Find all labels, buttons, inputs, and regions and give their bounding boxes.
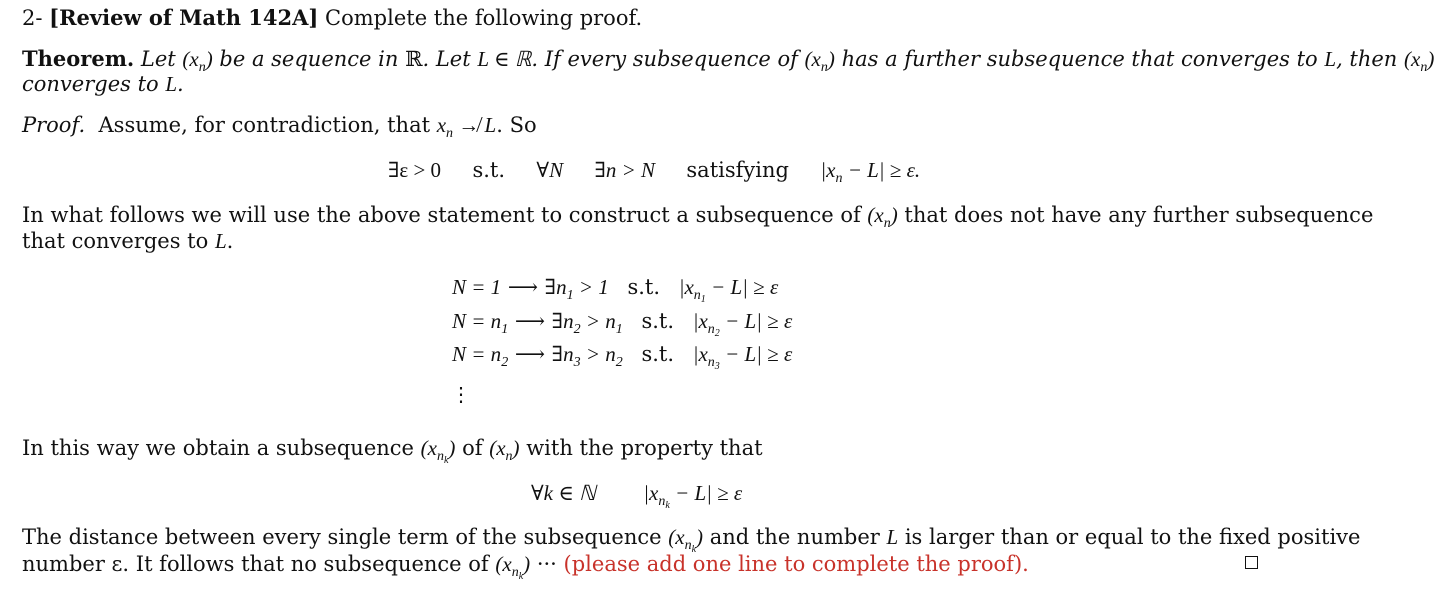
stmt-exists-n: ∃n > N (594, 158, 656, 182)
problem-course: [Review of Math 142A] (49, 5, 319, 30)
seq-xn-4: $(x_n)$ (867, 203, 898, 232)
theorem-L: L (1324, 47, 1337, 71)
property-statement: ∀k ∈ ℕ $|x_{n_k} - L| \ge \varepsilon$ (531, 481, 743, 512)
proof-label: Proof. (22, 113, 86, 137)
theorem-text-f: , then (1336, 47, 1405, 71)
stmt-exists-eps: ∃ε > 0 (388, 158, 442, 182)
theorem-text-c: . Let (422, 47, 478, 71)
theorem-text-d: . If every subsequence of (531, 47, 805, 71)
reals-symbol: ℝ (405, 47, 423, 71)
theorem-text-a: Let (140, 47, 183, 71)
stmt-satisfying: satisfying (686, 158, 789, 182)
para2-line-1 (22, 203, 1373, 232)
construction-row-2: $N = n_1$ ⟶ $\exists n_2 > n_1$ s.t. $|x_{n_2} - L| \ge \varepsilon$ (452, 309, 793, 340)
theorem-text-g: converges to (22, 72, 166, 96)
arrow: ⟶ (514, 342, 545, 366)
para2-L: L (214, 229, 227, 253)
seq-xn-5: $(x_n)$ (489, 436, 520, 465)
para4-line-2: number ε. It follows that no subsequence of $(x_{n_k})$ ··· (please add one line to complete the proof). (22, 552, 1029, 583)
seq-xn-1: $(x_n)$ (182, 47, 213, 76)
subseq-xnk-3: $(x_{n_k})$ (495, 552, 531, 583)
theorem-text-b: be a sequence in (212, 47, 406, 71)
subseq-xnk-1: $(x_{n_k})$ (420, 436, 456, 467)
L-in-R: L ∈ ℝ (477, 47, 532, 71)
negation-statement (388, 158, 920, 187)
qed-box-icon (1245, 556, 1258, 569)
problem-header (22, 5, 642, 30)
instruction-red: (please add one line to complete the proof). (563, 552, 1029, 576)
theorem-text-h: . (177, 72, 184, 96)
problem-number: 2- (22, 6, 50, 30)
seq-xn-2: $(x_n)$ (804, 47, 835, 76)
xn-not-converge: $x_n$ ↛ L (436, 113, 497, 142)
para2-a: In what follows we will use the above statement to construct a subsequence of (22, 203, 868, 227)
para2-b: that does not have any further subsequence (897, 203, 1374, 227)
construction-row-1: N = 1 ⟶ $\exists n_1 > 1$ s.t. $|x_{n_1} - L| \ge \varepsilon$ (452, 275, 779, 306)
arrow: ⟶ (507, 275, 538, 299)
construction-row-3: $N = n_2$ ⟶ $\exists n_3 > n_2$ s.t. $|x_{n_3} - L| \ge \varepsilon$ (452, 342, 793, 373)
theorem-line-2 (22, 72, 184, 97)
theorem-L-2: L (165, 72, 178, 96)
stmt-st: s.t. (472, 158, 506, 182)
vertical-dots: ⋮ (451, 382, 471, 406)
proof-line1-a: Assume, for contradiction, that (98, 113, 437, 137)
para2-line-2 (22, 229, 233, 254)
stmt-abs: $|x_n - L| \ge \varepsilon$. (820, 158, 921, 187)
para2-c: that converges to (22, 229, 215, 253)
subseq-xnk-2: $(x_{n_k})$ (668, 525, 704, 556)
theorem-text-e: has a further subsequence that converges to (834, 47, 1325, 71)
arrow: ⟶ (514, 309, 545, 333)
theorem-label: Theorem. (22, 46, 135, 71)
ellipsis: ··· (530, 552, 564, 576)
theorem-line-1 (22, 46, 1434, 76)
seq-xn-3: $(x_n)$ (1404, 47, 1434, 76)
proof-line-1 (22, 113, 537, 142)
para2-d: . (226, 229, 234, 253)
para3: In this way we obtain a subsequence $(x_{n_k})$ of $(x_n)$ with the property that (22, 436, 763, 467)
proof-line1-b: . So (496, 113, 537, 137)
stmt-forall-N: ∀N (536, 158, 564, 182)
para4-line-1: The distance between every single term of the subsequence $(x_{n_k})$ and the number L is larger than or equal to the fixed positive (22, 525, 1361, 556)
problem-instruction: Complete the following proof. (318, 6, 643, 30)
